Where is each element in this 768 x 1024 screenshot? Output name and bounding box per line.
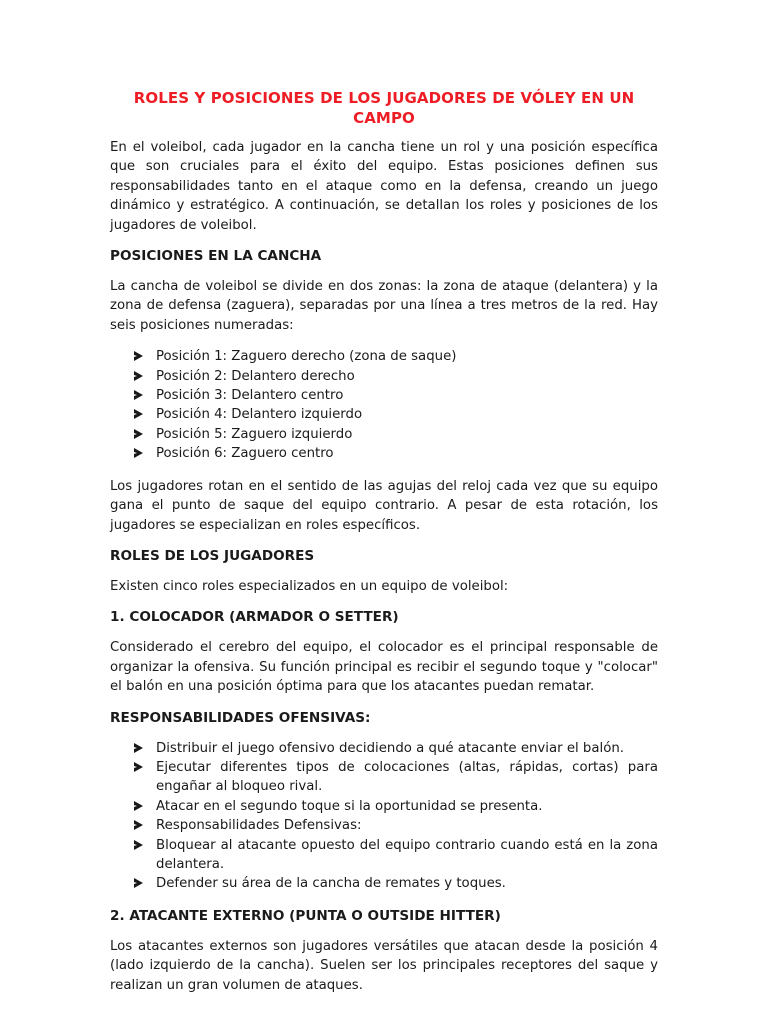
list-item-text: Posición 1: Zaguero derecho (zona de saque) [156, 349, 457, 365]
list-item [134, 758, 658, 797]
list-item [134, 836, 658, 875]
list-item [134, 405, 658, 424]
list-item-text: Posición 2: Delantero derecho [156, 368, 355, 384]
arrowhead-bullet-icon [134, 371, 143, 381]
list-item [134, 425, 658, 444]
role-heading-outside-hitter: 2. ATACANTE EXTERNO (PUNTA O OUTSIDE HITTER) [110, 907, 501, 924]
positions-list [110, 347, 658, 463]
subheading-offensive-responsibilities: RESPONSABILIDADES OFENSIVAS: [110, 709, 371, 726]
list-item-text: Posición 3: Delantero centro [156, 388, 344, 404]
arrowhead-bullet-icon [134, 840, 143, 850]
setter-responsibilities-list [110, 739, 658, 894]
roles-paragraph: Existen cinco roles especializados en un equipo de voleibol: [110, 578, 509, 594]
setter-paragraph: Considerado el cerebro del equipo, el colocador es el principal responsable de organizar la ofensiva. Su función principal es recibir el segundo toque y "colocar" el balón en una posición óptima para que los atacantes puedan rematar. [110, 640, 658, 695]
arrowhead-bullet-icon [134, 820, 143, 830]
list-item-text: Ejecutar diferentes tipos de colocaciones (altas, rápidas, cortas) para engañar al bloqueo rival. [156, 759, 658, 795]
list-item [134, 874, 658, 893]
arrowhead-bullet-icon [134, 409, 143, 419]
arrowhead-bullet-icon [134, 762, 143, 772]
rotation-paragraph: Los jugadores rotan en el sentido de las agujas del reloj cada vez que su equipo gana el punto de saque del equipo contrario. A pesar de esta rotación, los jugadores se especializan en roles específicos. [110, 478, 658, 533]
list-item [134, 347, 658, 366]
list-item [134, 739, 658, 758]
list-item-text: Bloquear al atacante opuesto del equipo contrario cuando está en la zona delantera. [156, 837, 658, 872]
list-item [134, 386, 658, 405]
arrowhead-bullet-icon [134, 448, 143, 458]
list-item-text: Atacar en el segundo toque si la oportunidad se presenta. [156, 798, 543, 814]
arrowhead-bullet-icon [134, 878, 143, 888]
list-item-text: Posición 6: Zaguero centro [156, 446, 334, 462]
list-item [134, 444, 658, 463]
list-item-text: Distribuir el juego ofensivo decidiendo a qué atacante enviar el balón. [156, 740, 625, 756]
section-heading-roles: ROLES DE LOS JUGADORES [110, 547, 315, 564]
document-title: ROLES Y POSICIONES DE LOS JUGADORES DE VÓLEY EN UN CAMPO [133, 89, 635, 127]
arrowhead-bullet-icon [134, 743, 143, 753]
list-item [134, 367, 658, 386]
outside-hitter-paragraph: Los atacantes externos son jugadores versátiles que atacan desde la posición 4 (lado izquierdo de la cancha). Suelen ser los principales receptores del saque y realizan un gran volumen de ataques. [110, 938, 658, 993]
arrowhead-bullet-icon [134, 429, 143, 439]
arrowhead-bullet-icon [134, 390, 143, 400]
list-item-text: Posición 5: Zaguero izquierdo [156, 426, 353, 442]
role-heading-setter: 1. COLOCADOR (ARMADOR O SETTER) [110, 609, 399, 626]
list-item-text: Defender su área de la cancha de remates y toques. [156, 876, 506, 892]
arrowhead-bullet-icon [134, 351, 143, 361]
section-heading-positions: POSICIONES EN LA CANCHA [110, 248, 322, 265]
positions-paragraph: La cancha de voleibol se divide en dos zonas: la zona de ataque (delantera) y la zona de defensa (zaguera), separadas por una línea a tres metros de la red. Hay seis posiciones numeradas: [110, 279, 658, 333]
list-item [134, 816, 658, 835]
list-item-text: Posición 4: Delantero izquierdo [156, 407, 363, 423]
list-item-text: Responsabilidades Defensivas: [156, 818, 362, 834]
intro-paragraph: En el voleibol, cada jugador en la cancha tiene un rol y una posición específica que son cruciales para el éxito del equipo. Estas posiciones definen sus responsabilidades tanto en el ataque como en la defensa, creando un juego dinámico y estratégico. A continuación, se detallan los roles y posiciones de los jugadores de voleibol. [110, 140, 658, 233]
list-item [134, 797, 658, 816]
arrowhead-bullet-icon [134, 801, 143, 811]
